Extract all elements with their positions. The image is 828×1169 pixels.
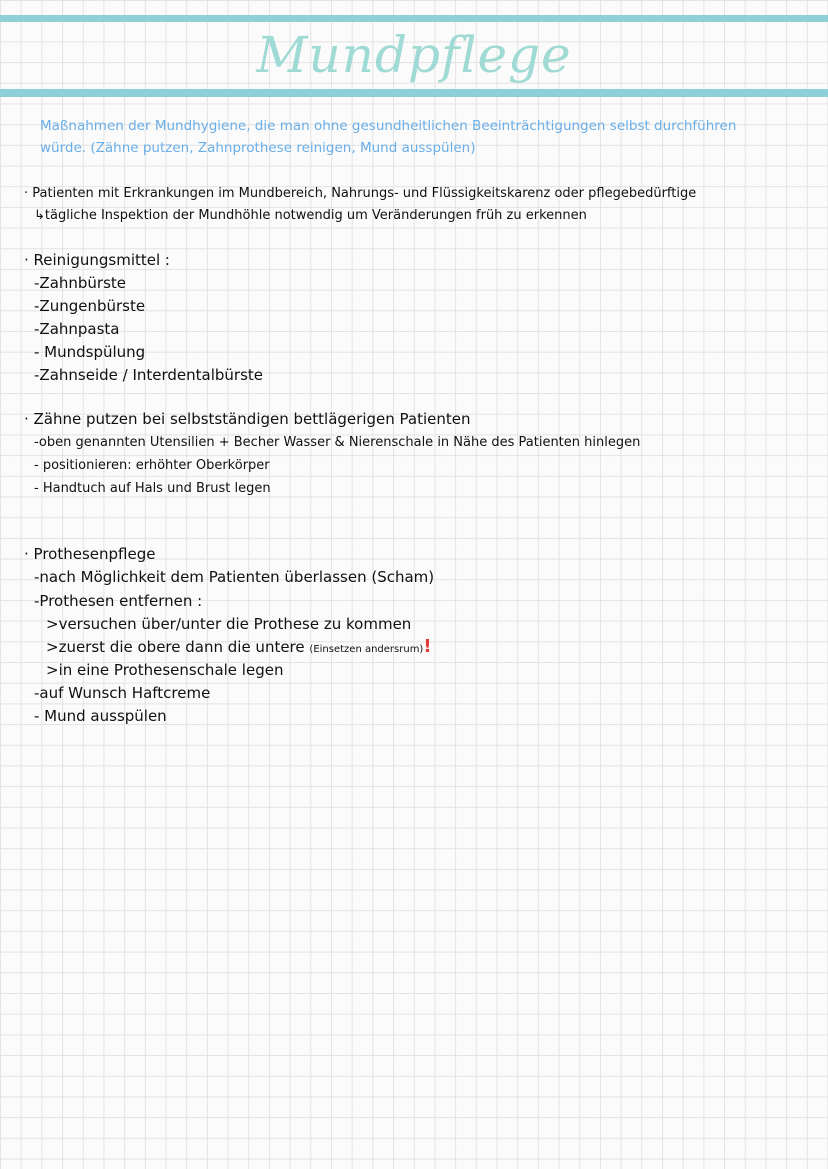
list-item: -Prothesen entfernen : (34, 592, 203, 610)
intro-line-2: würde. (Zähne putzen, Zahnprothese reinigen, Mund ausspülen) (40, 140, 476, 156)
list-item: -nach Möglichkeit dem Patienten überlassen (Scham) (34, 568, 435, 586)
sub-item-text: >zuerst die obere dann die untere (46, 638, 305, 656)
list-item: - Mundspülung (34, 343, 146, 361)
list-item: - Handtuch auf Hals und Brust legen (34, 481, 271, 496)
exclamation-mark: ! (423, 636, 432, 657)
list-item: -Zahnseide / Interdentalbürste (34, 366, 264, 384)
sub-item: >in eine Prothesenschale legen (46, 661, 284, 679)
list-item: -Zahnpasta (34, 320, 120, 338)
page-title: Mundpflege (256, 26, 572, 84)
list-item: -oben genannten Utensilien + Becher Wasser & Nierenschale in Nähe des Patienten hinlegen (34, 435, 641, 450)
prosthesis-heading: · Prothesenpflege (24, 545, 156, 563)
list-item: -Zungenbürste (34, 297, 146, 315)
list-item: - Mund ausspülen (34, 707, 167, 725)
intro-line-1: Maßnahmen der Mundhygiene, die man ohne gesundheitlichen Beeinträchtigungen selbst durchführen (40, 118, 737, 134)
list-item: - positionieren: erhöhter Oberkörper (34, 458, 270, 473)
inspection-line: ↳tägliche Inspektion der Mundhöhle notwendig um Veränderungen früh zu erkennen (34, 208, 587, 223)
cleaning-heading: · Reinigungsmittel : (24, 251, 170, 269)
list-item: -auf Wunsch Haftcreme (34, 684, 211, 702)
patients-line: · Patienten mit Erkrankungen im Mundbereich, Nahrungs- und Flüssigkeitskarenz oder pflegebedürftige (24, 186, 697, 201)
brushing-heading: · Zähne putzen bei selbstständigen bettlägerigen Patienten (24, 410, 471, 428)
header-rule-bottom (0, 89, 828, 97)
sub-item (46, 637, 432, 660)
list-item: -Zahnbürste (34, 274, 127, 292)
header-rule-top (0, 15, 828, 22)
sub-item-note: (Einsetzen andersrum) (309, 644, 424, 655)
sub-item: >versuchen über/unter die Prothese zu kommen (46, 615, 412, 633)
